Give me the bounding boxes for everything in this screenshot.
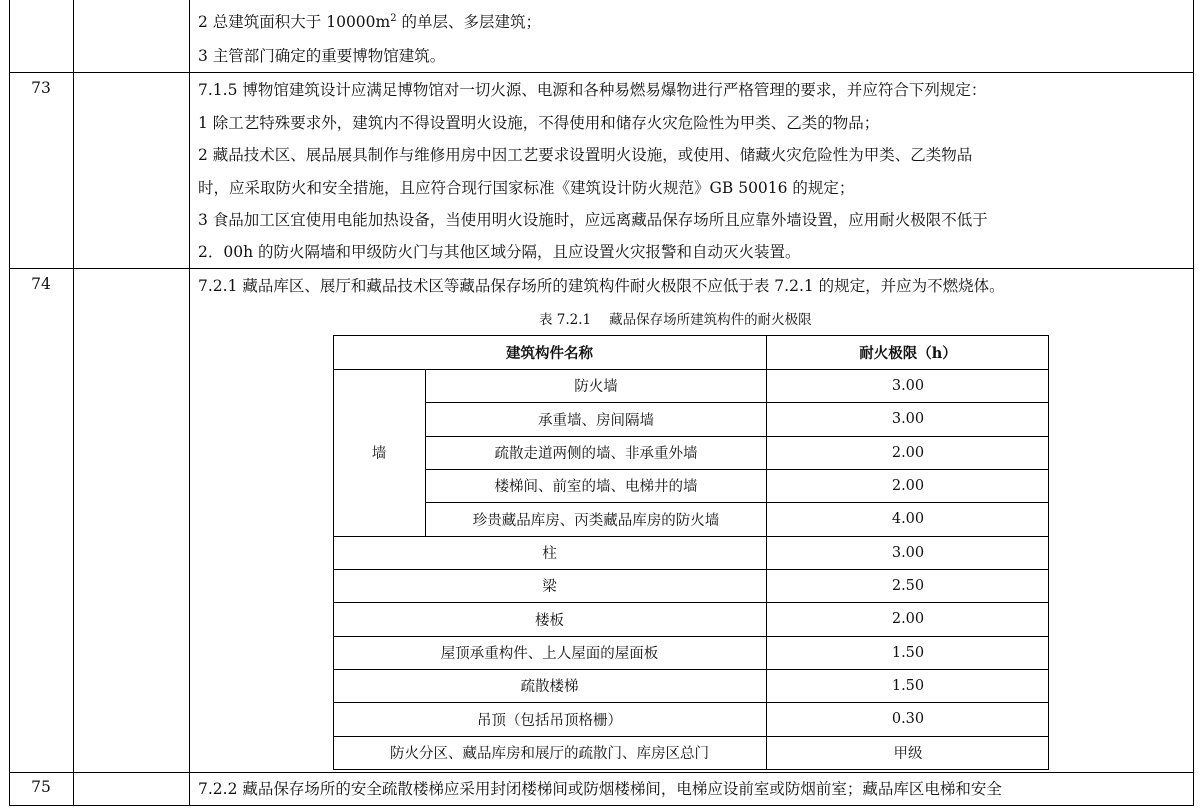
text-line: 2 总建筑面积大于 $10000m^2$ 的单层、多层建筑； xyxy=(198,12,542,31)
text-line: 2 藏品技术区、展品展具制作与维修用房中因工艺要求设置明火设施，或使用、储藏火灾危险性为甲类、乙类物品 xyxy=(198,146,973,164)
text-line: 7.2.1 藏品库区、展厅和藏品技术区等藏品保存场所的建筑构件耐火极限不应低于表 7.2.1 的规定，并应为不燃烧体。 xyxy=(198,277,1005,295)
fire-limit-value: 2.00 xyxy=(891,611,925,627)
row-number: 75 xyxy=(31,778,51,796)
row-number: 73 xyxy=(31,79,51,97)
fire-limit-value: 2.50 xyxy=(891,577,925,594)
table-caption xyxy=(539,308,830,328)
fire-limit-value: 4.00 xyxy=(891,511,925,527)
component-name: 承重墙、房间隔墙 xyxy=(538,412,654,429)
document-table xyxy=(9,0,1194,806)
fire-limit-value: 0.30 xyxy=(891,711,925,727)
table-row xyxy=(9,772,1194,805)
component-name: 防火分区、藏品库房和展厅的疏散门、库房区总门 xyxy=(390,746,709,762)
fire-limit-value: 甲级 xyxy=(893,746,923,762)
fire-limit-value: 3.00 xyxy=(891,544,925,561)
text-line: 时，应采取防火和安全措施，且应符合现行国家标准《建筑设计防火规范》GB 50016 的规定； xyxy=(198,179,855,197)
fire-limit-value: 3.00 xyxy=(891,411,925,427)
fire-limit-value: 2.00 xyxy=(891,444,925,461)
table-border-bottom xyxy=(9,805,1194,806)
text-line: 2．00h 的防火隔墙和甲级防火门与其他区域分隔，且应设置火灾报警和自动灭火装置。 xyxy=(198,243,801,261)
text-line: 7.1.5 博物馆建筑设计应满足博物馆对一切火源、电源和各种易燃易爆物进行严格管理的要求，并应符合下列规定： xyxy=(198,81,987,99)
row-number: 74 xyxy=(31,275,51,293)
component-name: 楼板 xyxy=(535,612,564,629)
component-name: 梁 xyxy=(542,579,557,595)
component-name: 疏散楼梯 xyxy=(520,679,579,695)
table-row xyxy=(9,0,1194,72)
component-name: 珍贵藏品库房、丙类藏品库房的防火墙 xyxy=(472,512,720,529)
text-line: 1 除工艺特殊要求外，建筑内不得设置明火设施，不得使用和储存火灾危险性为甲类、乙类的物品； xyxy=(198,114,880,132)
fire-limit-value: 1.50 xyxy=(891,644,925,661)
table-row xyxy=(9,72,1194,268)
component-name: 柱 xyxy=(542,546,557,562)
component-name: 吊顶（包括吊顶格栅） xyxy=(477,712,622,729)
header-fire-limit: 耐火极限（h） xyxy=(859,344,957,362)
component-name: 楼梯间、前室的墙、电梯井的墙 xyxy=(494,479,698,495)
fire-limit-value: 3.00 xyxy=(891,377,925,394)
fire-resistance-table xyxy=(333,335,1049,770)
text-line: 3 主管部门确定的重要博物馆建筑。 xyxy=(198,47,446,65)
wall-group-label: 墙 xyxy=(371,446,387,462)
caption-title: 藏品保存场所建筑构件的耐火极限 xyxy=(609,312,812,328)
component-name: 防火墙 xyxy=(574,379,618,395)
header-component-name: 建筑构件名称 xyxy=(506,344,593,362)
caption-number: 表 7.2.1 xyxy=(539,312,592,328)
text-line: 3 食品加工区宜使用电能加热设备，当使用明火设施时，应远离藏品保存场所且应靠外墙设置，应用耐火极限不低于 xyxy=(198,211,988,229)
component-name: 屋顶承重构件、上人屋面的屋面板 xyxy=(440,646,659,662)
text-line: 7.2.2 藏品保存场所的安全疏散楼梯应采用封闭楼梯间或防烟楼梯间，电梯应设前室或防烟前室；藏品库区电梯和安全 xyxy=(198,780,1002,798)
fire-limit-value: 1.50 xyxy=(891,677,925,694)
component-name: 疏散走道两侧的墙、非承重外墙 xyxy=(494,446,698,462)
fire-limit-value: 2.00 xyxy=(891,477,925,494)
